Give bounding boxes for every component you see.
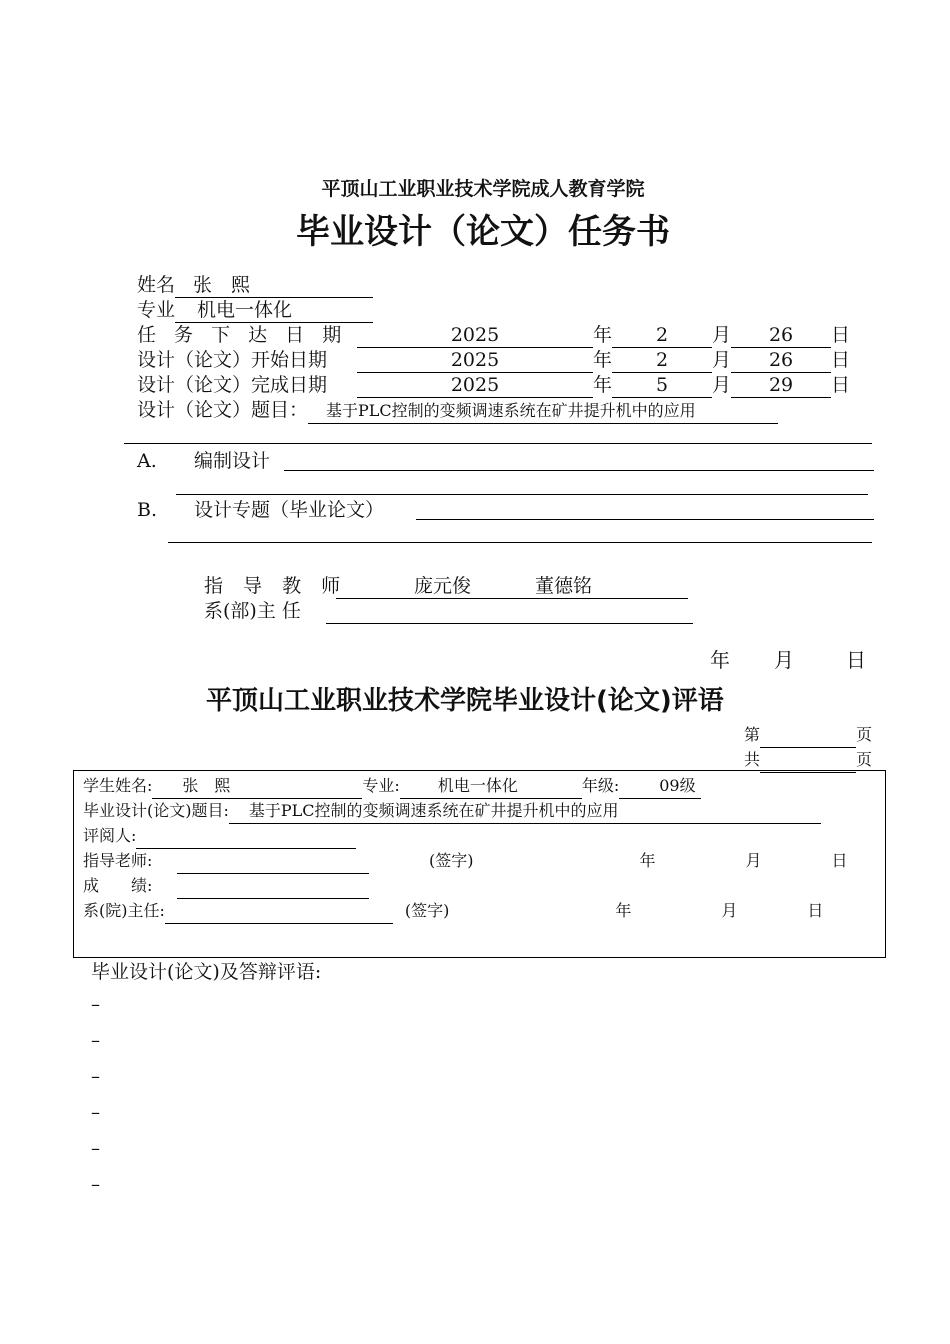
start-month-field[interactable] [612, 348, 712, 373]
review-title: 平顶山工业职业技术学院毕业设计(论文)评语 [206, 686, 724, 716]
section-a-line[interactable] [284, 470, 874, 471]
name-row [137, 273, 373, 298]
institution-title: 平顶山工业职业技术学院成人教育学院 [321, 178, 645, 200]
finish-year-value: 2025 [450, 374, 500, 396]
dept-sign-day: 日 [807, 901, 824, 920]
issue-year-field[interactable] [357, 323, 593, 348]
review-advisor-field[interactable] [177, 849, 369, 874]
review-advisor-label: 指导老师: [83, 851, 153, 870]
advisor-sign-label: (签字) [429, 851, 474, 870]
day-unit: 日 [831, 374, 851, 396]
issue-month-value: 2 [655, 324, 669, 346]
finish-date-label: 设计（论文）完成日期 [137, 374, 328, 396]
advisor-1: 庞元俊 [414, 575, 472, 597]
date-month: 月 [774, 648, 794, 672]
start-date-row [137, 348, 850, 373]
dept-field[interactable] [165, 899, 393, 924]
dept-sign-year: 年 [615, 901, 632, 920]
score-label: 成 绩: [83, 876, 153, 895]
reviewer-row [83, 824, 356, 849]
issue-month-field[interactable] [612, 323, 712, 348]
review-major-value: 机电一体化 [437, 776, 518, 795]
document-title: 毕业设计（论文）任务书 [296, 212, 670, 252]
issue-date-label: 任 务 下 达 日 期 [137, 324, 348, 346]
review-advisor-row [83, 849, 848, 874]
section-a-row [137, 449, 270, 473]
advisor-2: 董德铭 [535, 575, 593, 597]
grade-value: 09级 [659, 776, 696, 795]
topic-value: 基于PLC控制的变频调速系统在矿井提升机中的应用 [326, 401, 696, 420]
major-field[interactable] [175, 298, 373, 323]
page-no-field[interactable] [760, 723, 856, 748]
start-day-field[interactable] [731, 348, 831, 373]
finish-month-field[interactable] [612, 373, 712, 398]
section-b-line-2[interactable] [168, 542, 872, 543]
advisor-label: 指 导 教 师 [204, 575, 348, 597]
page-total-label: 共 [744, 750, 761, 769]
topic-field[interactable] [308, 399, 778, 424]
start-date-label: 设计（论文）开始日期 [137, 349, 328, 371]
major-value: 机电一体化 [197, 299, 293, 321]
section-b-row [137, 498, 384, 522]
advisor-field[interactable] [336, 574, 688, 599]
reviewer-label: 评阅人: [83, 826, 137, 845]
advisor-sign-year: 年 [639, 851, 656, 870]
date-day: 日 [846, 648, 866, 672]
start-day-value: 26 [768, 349, 794, 371]
comment-line-6[interactable]: – [91, 1174, 100, 1195]
start-year-field[interactable] [357, 348, 593, 373]
section-a-line-2[interactable] [176, 494, 868, 495]
major-label: 专业 [137, 299, 176, 321]
student-value: 张 熙 [182, 776, 231, 795]
score-row [83, 874, 369, 899]
comments-label: 毕业设计(论文)及答辩评语: [91, 961, 322, 983]
start-month-value: 2 [655, 349, 669, 371]
review-topic-value: 基于PLC控制的变频调速系统在矿井提升机中的应用 [248, 801, 619, 820]
advisor-sign-month: 月 [745, 851, 762, 870]
day-unit: 日 [831, 349, 851, 371]
student-label: 学生姓名: [83, 776, 153, 795]
advisor-sign-day: 日 [831, 851, 848, 870]
comment-line-1[interactable]: – [91, 994, 100, 1015]
page-no-label: 第 [744, 725, 761, 744]
dept-head-field[interactable] [326, 599, 693, 624]
finish-day-field[interactable] [731, 373, 831, 398]
grade-label: 年级: [581, 776, 620, 795]
comment-line-2[interactable]: – [91, 1030, 100, 1051]
name-value: 张 熙 [193, 274, 251, 296]
dept-sign-row [83, 899, 823, 924]
major-row [137, 298, 373, 323]
year-unit: 年 [593, 374, 613, 396]
dept-sign-month: 月 [721, 901, 738, 920]
name-field[interactable] [175, 273, 373, 298]
name-label: 姓名 [137, 274, 176, 296]
dept-sign-label: (签字) [404, 901, 450, 920]
date-year: 年 [710, 648, 730, 672]
topic-row [137, 398, 778, 424]
day-unit: 日 [831, 324, 851, 346]
divider-line [124, 443, 872, 444]
dept-head-row [204, 599, 693, 624]
year-unit: 年 [593, 349, 613, 371]
issue-day-value: 26 [768, 324, 794, 346]
section-a-label: 编制设计 [194, 450, 271, 472]
page-unit: 页 [856, 750, 873, 769]
finish-year-field[interactable] [357, 373, 593, 398]
issue-day-field[interactable] [731, 323, 831, 348]
dept-label: 系(院)主任: [83, 901, 165, 920]
section-b-line[interactable] [416, 519, 874, 520]
finish-month-value: 5 [655, 374, 669, 396]
page-number-row [744, 723, 872, 748]
issue-year-value: 2025 [450, 324, 500, 346]
section-b-marker: B. [137, 499, 158, 521]
month-unit: 月 [712, 349, 732, 371]
section-a-marker: A. [137, 450, 157, 472]
review-major-field[interactable] [400, 774, 582, 799]
grade-field[interactable] [619, 774, 701, 799]
issue-date-row [137, 323, 850, 348]
comment-line-4[interactable]: – [91, 1102, 100, 1123]
month-unit: 月 [712, 374, 732, 396]
page-unit: 页 [856, 725, 873, 744]
topic-label: 设计（论文）题目： [137, 399, 309, 421]
comment-line-5[interactable]: – [91, 1138, 100, 1159]
score-field[interactable] [177, 874, 369, 899]
start-year-value: 2025 [450, 349, 500, 371]
finish-day-value: 29 [768, 374, 794, 396]
review-topic-label: 毕业设计(论文)题目: [83, 801, 229, 820]
dept-head-label: 系(部)主 任 [204, 600, 301, 622]
review-topic-field[interactable] [229, 799, 821, 824]
comment-line-3[interactable]: – [91, 1066, 100, 1087]
task-date-line [710, 648, 866, 672]
section-b-label: 设计专题（毕业论文） [194, 499, 385, 521]
year-unit: 年 [593, 324, 613, 346]
student-field[interactable] [152, 774, 362, 799]
student-row [83, 774, 701, 799]
month-unit: 月 [712, 324, 732, 346]
advisor-row [204, 574, 688, 599]
review-major-label: 专业: [362, 776, 400, 795]
review-topic-row [83, 799, 821, 824]
finish-date-row [137, 373, 850, 398]
reviewer-field[interactable] [136, 824, 356, 849]
